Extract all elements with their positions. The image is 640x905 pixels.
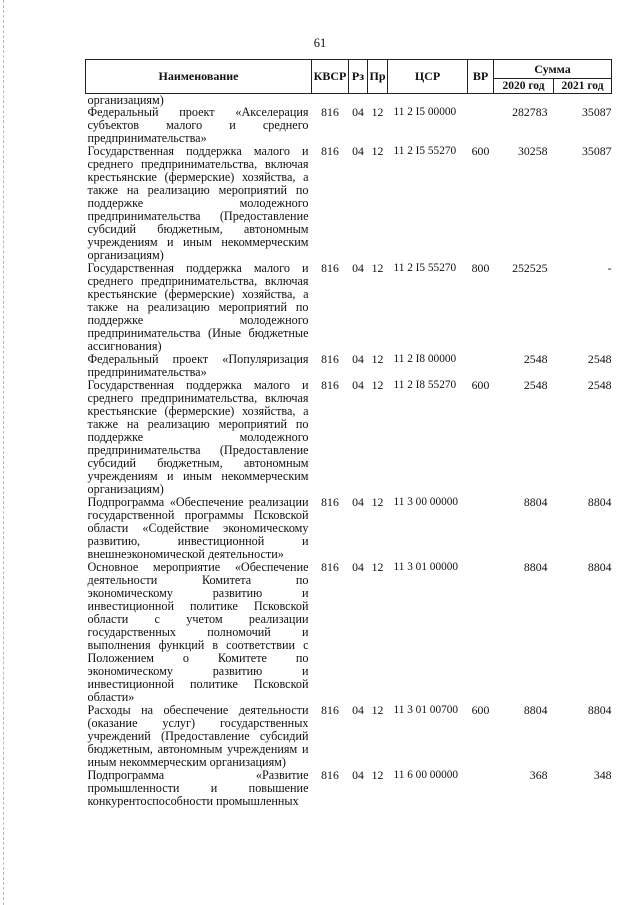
- row-rz: 04: [352, 768, 364, 782]
- table-row: [86, 262, 612, 353]
- row-amount-2021: 348: [593, 768, 612, 782]
- header-csr: ЦСР: [388, 60, 468, 94]
- row-name: организациям): [87, 93, 164, 107]
- row-vr: [468, 561, 494, 704]
- row-amount-2021: 35087: [582, 144, 612, 158]
- row-amount-2020: 2548: [523, 378, 548, 392]
- row-name: Подпрограмма «Обеспечение реализации государственной программы Псковской области «Содействие экономическому развитию, инвестиционной и внешнеэкономической деятельности»: [87, 495, 309, 561]
- row-csr: 11 2 I8 00000: [393, 353, 457, 365]
- row-csr: 11 6 00 00000: [393, 769, 459, 781]
- row-amount-2020: 8804: [523, 495, 548, 509]
- row-rz: 04: [352, 560, 364, 574]
- row-vr: 600: [471, 378, 490, 392]
- row-vr: [468, 769, 494, 808]
- row-amount-2020: 8804: [523, 560, 548, 574]
- row-kvsr: 816: [321, 144, 339, 158]
- row-name: Основное мероприятие «Обеспечение деятельности Комитета по экономическому развитию и инвестиционной политике Псковской области с учетом реализации государственных полномочий и выполнения функций в соответствии с Положением о Комитете по экономическому развитию и инвестиционной политике Псковской области»: [87, 560, 309, 704]
- table-row: [86, 496, 612, 561]
- row-name: Государственная поддержка малого и среднего предпринимательства, включая крестьянские (фермерские) хозяйства, а также на реализацию мероприятий по поддержке молодежного предпринимательства (Предоставление субсидий бюджетным, автономным учреждениям и иным некоммерческим организациям): [87, 144, 309, 262]
- row-csr: 11 3 00 00000: [393, 496, 459, 508]
- row-amount-2021: 2548: [587, 378, 612, 392]
- row-csr: 11 2 I5 00000: [393, 106, 457, 118]
- row-pr: 12: [371, 352, 384, 366]
- row-amount-2021: 8804: [587, 560, 612, 574]
- budget-table: [85, 59, 612, 808]
- row-amount-2020: 30258: [518, 144, 548, 158]
- row-csr: 11 3 01 00700: [393, 704, 459, 716]
- row-amount-2021: 8804: [587, 495, 612, 509]
- row-pr: 12: [371, 703, 384, 717]
- row-amount-2021: 35087: [582, 105, 612, 119]
- row-kvsr: 816: [321, 495, 339, 509]
- row-name: Подпрограмма «Развитие промышленности и повышение конкурентоспособности промышленных: [87, 768, 309, 808]
- row-rz: 04: [352, 144, 364, 158]
- page-number: 61: [313, 36, 327, 50]
- table-row: [86, 145, 612, 262]
- row-name: Федеральный проект «Акселерация субъектов малого и среднего предпринимательства»: [87, 105, 309, 145]
- table-row: [86, 769, 612, 808]
- row-vr: [468, 353, 494, 379]
- row-amount-2021: 8804: [587, 703, 612, 717]
- row-name: Расходы на обеспечение деятельности (оказание услуг) государственных учреждений (Предоставление субсидий бюджетным, автономным учреждениям и иным некоммерческим организациям): [87, 703, 309, 769]
- row-kvsr: 816: [321, 352, 339, 366]
- row-amount-2020: 2548: [523, 352, 548, 366]
- row-kvsr: 816: [321, 378, 339, 392]
- header-kvsr: КВСР: [312, 60, 349, 94]
- header-name: Наименование: [86, 60, 312, 94]
- header-year-2020: 2020 год: [494, 79, 554, 94]
- table-body: [86, 94, 612, 809]
- row-kvsr: 816: [321, 768, 339, 782]
- row-rz: 04: [352, 378, 364, 392]
- header-vr: ВР: [468, 60, 494, 94]
- row-kvsr: 816: [321, 261, 339, 275]
- row-amount-2020: 368: [529, 768, 548, 782]
- row-vr: [468, 106, 494, 145]
- row-vr: 600: [471, 144, 490, 158]
- row-vr: [468, 94, 494, 107]
- row-rz: 04: [352, 703, 364, 717]
- row-csr: 11 3 01 00000: [393, 561, 459, 573]
- header-sum: Сумма: [494, 60, 612, 79]
- table-row: [86, 106, 612, 145]
- row-pr: 12: [371, 378, 384, 392]
- row-pr: 12: [371, 105, 384, 119]
- row-amount-2020: 252525: [512, 261, 548, 275]
- row-pr: 12: [371, 261, 384, 275]
- row-amount-2021: 2548: [587, 352, 612, 366]
- row-kvsr: 816: [321, 560, 339, 574]
- row-csr: 11 2 I8 55270: [393, 379, 457, 391]
- header-year-2021: 2021 год: [554, 79, 612, 94]
- row-pr: 12: [371, 768, 384, 782]
- row-csr: [388, 94, 468, 107]
- table-row: [86, 561, 612, 704]
- row-kvsr: 816: [321, 703, 339, 717]
- row-vr: 600: [471, 703, 490, 717]
- header-pr: Пр: [368, 60, 388, 94]
- row-amount-2021: -: [607, 261, 612, 275]
- row-pr: 12: [371, 560, 384, 574]
- row-amount-2020: 8804: [523, 703, 548, 717]
- row-name: Государственная поддержка малого и среднего предпринимательства, включая крестьянские (фермерские) хозяйства, а также на реализацию мероприятий по поддержке молодежного предпринимательства (Иные бюджетные ассигнования): [87, 261, 309, 353]
- table-row: [86, 379, 612, 496]
- row-rz: 04: [352, 105, 364, 119]
- row-vr: [468, 496, 494, 561]
- row-pr: 12: [371, 144, 384, 158]
- row-pr: 12: [371, 495, 384, 509]
- row-rz: 04: [352, 261, 364, 275]
- row-rz: 04: [352, 352, 364, 366]
- header-rz: Рз: [349, 60, 368, 94]
- row-name: Федеральный проект «Популяризация предпринимательства»: [87, 352, 309, 379]
- scan-edge: [3, 0, 4, 905]
- row-vr: 800: [471, 261, 490, 275]
- table-header: [86, 60, 612, 94]
- row-csr: 11 2 I5 55270: [393, 262, 457, 274]
- row-amount-2020: 282783: [512, 105, 548, 119]
- row-rz: 04: [352, 495, 364, 509]
- table-row: [86, 353, 612, 379]
- row-kvsr: 816: [321, 105, 339, 119]
- row-csr: 11 2 I5 55270: [393, 145, 457, 157]
- table-row: [86, 704, 612, 769]
- row-name: Государственная поддержка малого и среднего предпринимательства, включая крестьянские (фермерские) хозяйства, а также на реализацию мероприятий по поддержке молодежного предпринимательства (Предоставление субсидий бюджетным, автономным учреждениям и иным некоммерческим организациям): [87, 378, 309, 496]
